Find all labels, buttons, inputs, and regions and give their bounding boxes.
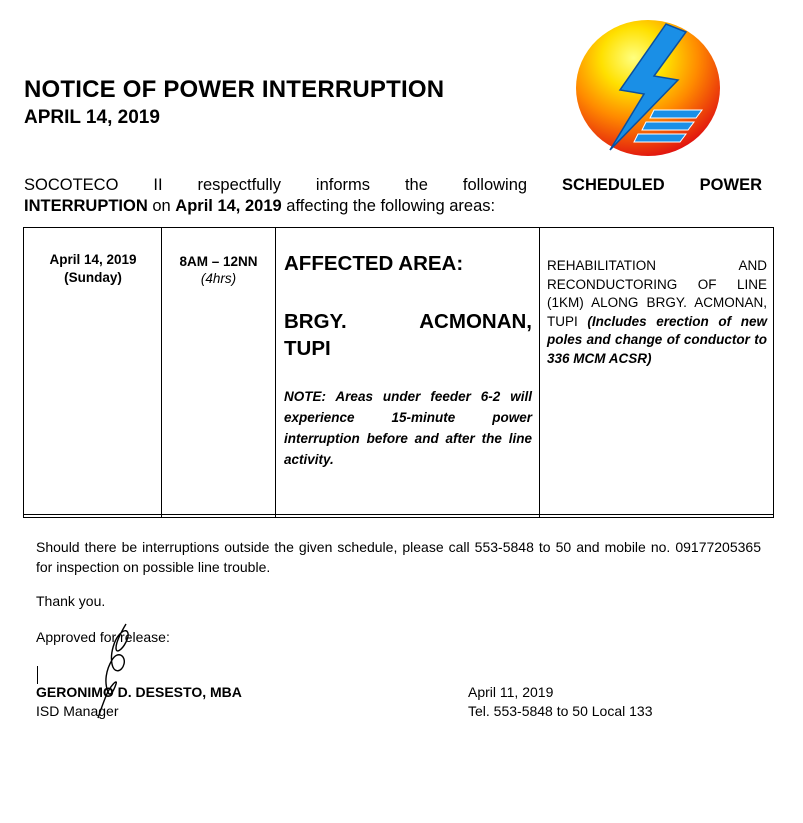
text-cursor xyxy=(37,666,38,684)
telephone-number: Tel. 553-5848 to 50 Local 133 xyxy=(468,703,653,719)
intro-bold-date: April 14, 2019 xyxy=(175,197,282,215)
notice-date: APRIL 14, 2019 xyxy=(24,107,160,128)
area-line-2: TUPI xyxy=(284,337,331,360)
schedule-date-cell xyxy=(24,251,162,287)
intro-text-on: on xyxy=(147,197,176,215)
intro-text: SOCOTECO II respectfully informs the following xyxy=(24,176,563,194)
activity-cell xyxy=(547,257,767,368)
schedule-date: April 14, 2019 xyxy=(49,252,137,267)
schedule-time: 8AM – 12NN xyxy=(179,254,258,269)
schedule-day: (Sunday) xyxy=(64,270,122,285)
signatory-name: GERONIMO D. DESESTO, MBA xyxy=(36,684,242,700)
intro-paragraph xyxy=(24,175,762,217)
thanks-text: Thank you. xyxy=(36,593,106,609)
intro-bold-interruption: INTERRUPTION xyxy=(24,197,148,215)
contact-paragraph: Should there be interruptions outside the given schedule, please call 553-5848 to 50 and mobile no. 09177205365 for inspection on possible line trouble. xyxy=(36,539,761,575)
lightning-bolt-logo xyxy=(574,18,722,158)
approval-date: April 11, 2019 xyxy=(468,684,554,700)
signatory-position: ISD Manager xyxy=(36,703,119,719)
intro-bold-scheduled: SCHEDULED POWER xyxy=(562,176,762,194)
table-double-border xyxy=(23,514,774,515)
activity-description: REHABILITATION AND RECONDUCTORING OF LINE (1KM) ALONG BRGY. ACMONAN, TUPI xyxy=(547,258,767,329)
schedule-time-cell xyxy=(162,253,275,287)
affected-area-heading: AFFECTED AREA: xyxy=(284,252,464,275)
table-divider xyxy=(275,227,276,517)
area-line-1: BRGY. ACMONAN, xyxy=(284,310,532,333)
affected-area-name xyxy=(284,308,532,362)
intro-line-2 xyxy=(24,196,762,217)
intro-text-affecting: affecting the following areas: xyxy=(281,197,496,215)
approved-label: Approved for release: xyxy=(36,629,170,645)
notice-title: NOTICE OF POWER INTERRUPTION xyxy=(24,76,445,103)
affected-area-cell xyxy=(284,252,532,470)
intro-line-1 xyxy=(24,175,762,196)
feeder-note: NOTE: Areas under feeder 6-2 will experience 15-minute power interruption before and after the line activity. xyxy=(284,389,532,467)
schedule-duration: (4hrs) xyxy=(200,271,237,286)
table-divider xyxy=(539,227,540,517)
activity-detail: (Includes erection of new poles and change of conductor to 336 MCM ACSR) xyxy=(547,313,767,366)
